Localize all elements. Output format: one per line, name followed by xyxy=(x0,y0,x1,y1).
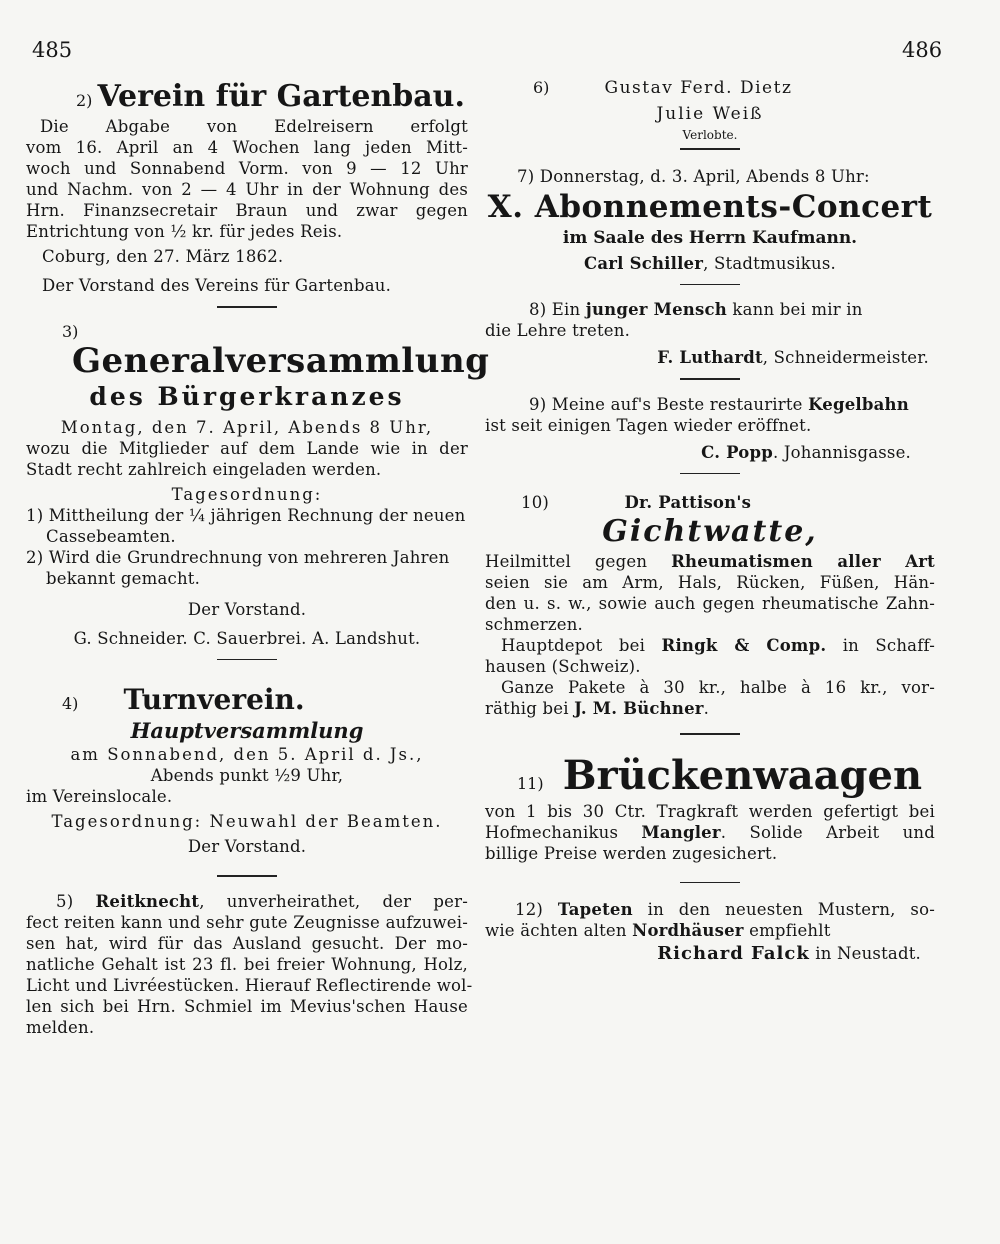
text-line: Die Abgabe von Edelreisern erfolgt xyxy=(40,117,468,136)
signature-line: Der Vorstand. xyxy=(187,837,307,856)
text-fragment: Hauptdepot bei xyxy=(501,636,662,655)
text-fragment: Heilmittel gegen xyxy=(485,552,672,571)
text-fragment: kann bei mir in xyxy=(726,300,863,319)
text-fragment: Ein xyxy=(551,300,586,319)
text-fragment: Hofmechanikus xyxy=(485,822,642,842)
keyword: Kegelbahn xyxy=(808,394,909,414)
notice-number: 9) xyxy=(529,394,547,414)
text-line xyxy=(26,891,468,912)
text-line: fect reiten kann und sehr gute Zeugnisse aufzuwei- xyxy=(26,912,468,932)
notice-title: Generalversammlung xyxy=(72,340,490,381)
text-line: len sich bei Hrn. Schmiel im Mevius'schen Hause xyxy=(26,996,468,1016)
notice-title: Turnverein. xyxy=(123,683,305,716)
notice-title: Brückenwaagen xyxy=(562,751,923,799)
text-line: melden. xyxy=(26,1017,95,1037)
keyword: Rheumatismen aller Art xyxy=(671,552,935,571)
date-line: Coburg, den 27. März 1862. xyxy=(42,247,284,266)
signer-place: in Neustadt. xyxy=(809,944,921,963)
notice-number: 12) xyxy=(515,900,544,919)
page-number-right: 486 xyxy=(902,38,943,62)
date-line: Donnerstag, d. 3. April, Abends 8 Uhr: xyxy=(539,166,870,186)
notice-brueckenwaagen xyxy=(485,751,935,884)
divider xyxy=(217,659,277,661)
notice-verlobung xyxy=(485,78,935,150)
text-line: von 1 bis 30 Ctr. Tragkraft werden gefertigt bei xyxy=(485,801,935,821)
notice-number: 11) xyxy=(517,773,544,793)
text-line: Hrn. Finanzsecretair Braun und zwar gegen xyxy=(26,201,468,220)
keyword: Ringk & Comp. xyxy=(661,636,827,655)
text-line: im Vereinslocale. xyxy=(26,787,173,806)
text-fragment: . Solide Arbeit und xyxy=(720,822,935,842)
notice-number: 6) xyxy=(533,78,550,97)
text-line: Abends punkt ½9 Uhr, xyxy=(150,766,344,785)
signature-line: Der Vorstand des Vereins für Gartenbau. xyxy=(42,276,392,295)
text-fragment: empfiehlt xyxy=(743,921,831,940)
divider xyxy=(680,882,740,884)
divider xyxy=(680,148,740,150)
notice-kegelbahn xyxy=(485,394,935,475)
text-line: woch und Sonnabend Vorm. von 9 — 12 Uhr xyxy=(26,159,468,178)
text-line: die Lehre treten. xyxy=(485,321,631,340)
text-line: ist seit einigen Tagen wieder eröffnet. xyxy=(485,415,812,435)
agenda-item-cont: Cassebeamten. xyxy=(46,526,176,546)
text-line: vom 16. April an 4 Wochen lang jeden Mitt- xyxy=(26,138,468,157)
left-column xyxy=(26,78,490,1038)
text-line: den u. s. w., sowie auch gegen rheumatische Zahn- xyxy=(485,594,935,613)
notice-number: 10) xyxy=(521,493,550,512)
notice-concert xyxy=(485,166,935,286)
name-line: Gustav Ferd. Dietz xyxy=(604,78,793,98)
keyword: junger Mensch xyxy=(585,300,727,319)
page-number-left: 485 xyxy=(32,38,73,62)
notice-gartenbau xyxy=(26,78,468,308)
text-line: Entrichtung von ½ kr. für jedes Reis. xyxy=(26,222,343,241)
notice-turnverein xyxy=(26,682,468,877)
notice-subtitle: Hauptversammlung xyxy=(130,718,364,743)
agenda-item: 1) Mittheilung der ¼ jährigen Rechnung der neuen xyxy=(26,505,466,525)
divider xyxy=(680,378,740,380)
notice-number: 7) xyxy=(517,166,535,186)
text-fragment: wie ächten alten xyxy=(485,921,633,940)
notice-title: Verein für Gartenbau. xyxy=(97,79,465,114)
notice-junger-mensch xyxy=(485,299,935,380)
text-fragment: räthig bei xyxy=(485,699,575,718)
notice-generalversammlung xyxy=(26,321,490,661)
names-line: G. Schneider. C. Sauerbrei. A. Landshut. xyxy=(73,628,421,648)
keyword: Reitknecht xyxy=(95,891,200,911)
agenda-item-cont: bekannt gemacht. xyxy=(46,568,201,588)
keyword: J. M. Büchner xyxy=(574,699,704,718)
signer-role: . Johannisgasse. xyxy=(772,442,911,462)
notice-number: 5) xyxy=(56,891,74,911)
text-line: natliche Gehalt ist 23 fl. bei freier Wohnung, Holz, xyxy=(26,954,468,974)
text-line: Stadt recht zahlreich eingeladen werden. xyxy=(26,459,382,479)
notice-number: 3) xyxy=(62,321,79,341)
notice-subtitle: im Saale des Herrn Kaufmann. xyxy=(562,227,858,248)
text-line: schmerzen. xyxy=(485,615,583,634)
notice-title: X. Abonnements-Concert xyxy=(487,188,933,225)
keyword: Tapeten xyxy=(557,900,633,919)
text-line: hausen (Schweiz). xyxy=(485,657,641,676)
signature-line: Der Vorstand. xyxy=(187,599,307,619)
agenda-label: Tagesordnung: xyxy=(171,484,323,504)
text-line: billige Preise werden zugesichert. xyxy=(485,843,778,863)
text-fragment: Meine auf's Beste restaurirte xyxy=(551,394,809,414)
keyword: Nordhäuser xyxy=(632,921,744,940)
notice-number: 4) xyxy=(62,694,79,713)
date-line: Montag, den 7. April, Abends 8 Uhr, xyxy=(60,417,434,437)
notice-subtitle: des Bürgerkranzes xyxy=(89,381,405,411)
text-fragment: in Schaff- xyxy=(826,636,936,655)
signer-role: , Stadtmusikus. xyxy=(703,253,836,273)
signer: F. Luthardt xyxy=(657,348,763,367)
agenda-line: Tagesordnung: Neuwahl der Beamten. xyxy=(51,812,443,831)
text-line: seien sie am Arm, Hals, Rücken, Füßen, Hän- xyxy=(485,573,935,592)
notice-number: 2) xyxy=(76,91,93,110)
signer: Richard Falck xyxy=(657,943,810,964)
divider xyxy=(217,875,277,877)
notice-reitknecht xyxy=(26,891,473,1038)
divider xyxy=(680,733,740,735)
divider xyxy=(680,473,740,475)
text-line: wozu die Mitglieder auf dem Lande wie in der xyxy=(26,438,468,458)
signer-role: , Schneidermeister. xyxy=(762,348,929,367)
right-column xyxy=(485,78,935,964)
name-line: Julie Weiß xyxy=(656,104,764,124)
notice-tapeten xyxy=(485,899,935,964)
notice-number: 8) xyxy=(529,300,547,319)
text-fragment: in den neuesten Mustern, so- xyxy=(632,900,935,919)
text-line: am Sonnabend, den 5. April d. Js., xyxy=(70,745,424,764)
brand: Dr. Pattison's xyxy=(624,493,752,512)
divider xyxy=(680,284,740,286)
notice-gichtwatte xyxy=(485,492,935,735)
divider xyxy=(217,306,277,308)
label: Verlobte. xyxy=(682,128,738,142)
notice-title: Gichtwatte, xyxy=(602,514,818,549)
signer: Carl Schiller xyxy=(584,253,704,273)
text-line: Ganze Pakete à 30 kr., halbe à 16 kr., vor- xyxy=(501,678,935,697)
agenda-item: 2) Wird die Grundrechnung von mehreren Jahren xyxy=(26,547,450,567)
keyword: Mangler xyxy=(641,822,721,842)
signer: C. Popp xyxy=(701,442,773,462)
text-fragment: , unverheirathet, der per- xyxy=(199,891,469,911)
text-fragment: . xyxy=(703,699,710,718)
text-line: Licht und Livréestücken. Hierauf Reflectirende wol- xyxy=(26,975,473,995)
text-line: sen hat, wird für das Ausland gesucht. Der mo- xyxy=(26,933,468,953)
text-line: und Nachm. von 2 — 4 Uhr in der Wohnung des xyxy=(26,180,468,199)
